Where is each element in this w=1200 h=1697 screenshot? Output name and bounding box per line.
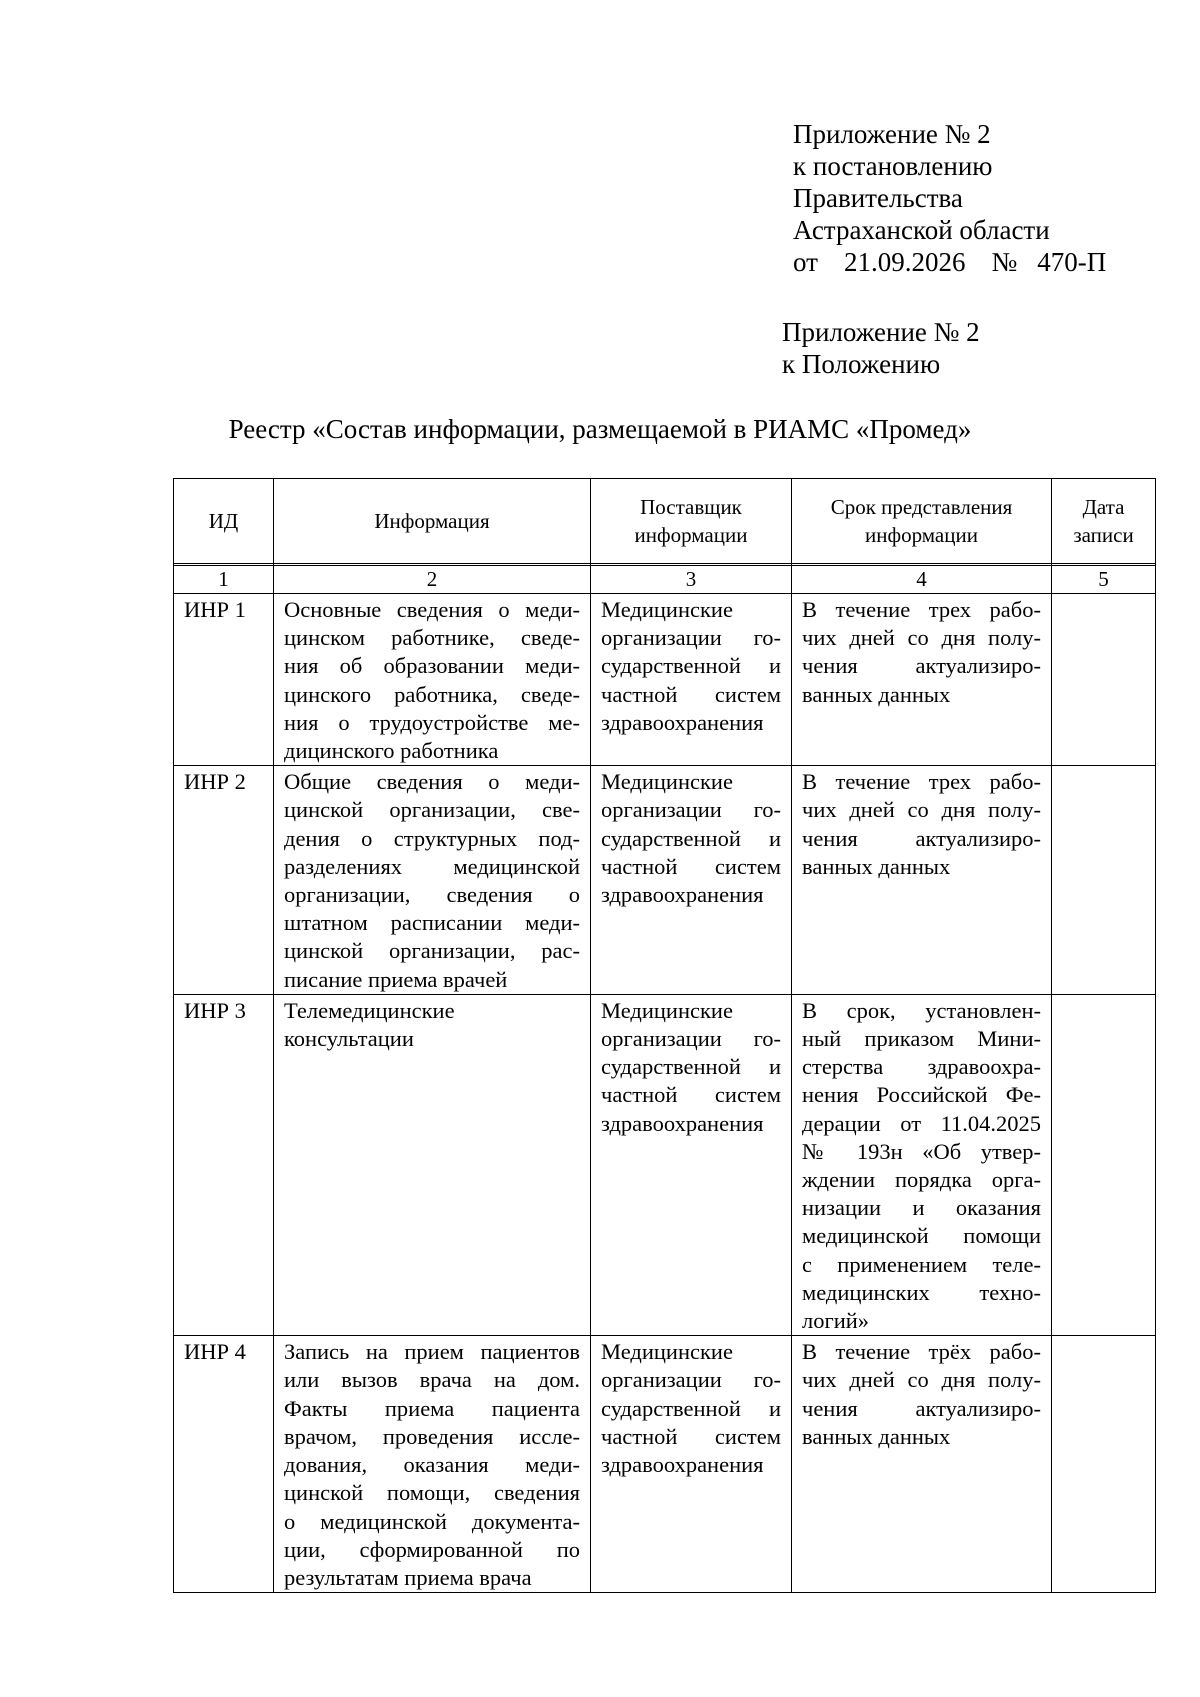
column-number: 4 xyxy=(792,566,1052,594)
decree-date: 21.09.2026 xyxy=(843,247,966,277)
row-deadline-line: дерации от 11.04.2025 xyxy=(802,1110,1041,1136)
row-deadline-line: низации и оказания xyxy=(802,1195,1041,1221)
row-date xyxy=(1052,1336,1156,1593)
row-supplier xyxy=(591,994,792,1335)
row-deadline-line: медицинских техно- xyxy=(802,1279,1041,1305)
column-number: 1 xyxy=(174,566,274,594)
row-info-line: врачом, проведения иссле- xyxy=(284,1423,580,1449)
row-info-line: Основные сведения о меди- xyxy=(284,597,580,622)
row-info-line: о медицинской документа- xyxy=(284,1508,580,1534)
document-title: Реестр «Состав информации, размещаемой в РИАМС «Промед» xyxy=(228,414,972,444)
row-id: ИНР 2 xyxy=(174,766,274,995)
attachment-sub-line1: Приложение № 2 xyxy=(782,317,980,347)
row-supplier-line: частной систем xyxy=(601,1423,781,1449)
from-label: от xyxy=(793,247,818,277)
row-info-line: Общие сведения о меди- xyxy=(284,769,580,795)
column-number: 3 xyxy=(591,566,792,594)
row-info-line: ния об образовании меди- xyxy=(284,653,580,679)
row-info xyxy=(274,594,591,766)
header-info: Информация xyxy=(274,479,591,564)
attachment-header-line1: Приложение № 2 xyxy=(793,119,991,149)
table-row xyxy=(174,1336,1156,1593)
row-info-line: Запись на прием пациентов xyxy=(284,1339,580,1365)
row-deadline xyxy=(792,594,1052,766)
row-deadline-line: чих дней со дня полу- xyxy=(802,797,1041,823)
decree-number: 470-П xyxy=(1037,247,1107,277)
row-info-line: Факты приема пациента xyxy=(284,1395,580,1421)
row-deadline-line: чих дней со дня полу- xyxy=(802,1367,1041,1393)
row-deadline-line: ждении порядка орга- xyxy=(802,1167,1041,1193)
row-deadline-line: чения актуализиро- xyxy=(802,1395,1041,1421)
table-row xyxy=(174,594,1156,766)
row-deadline-line: ванных данных xyxy=(802,853,951,879)
row-deadline xyxy=(792,994,1052,1335)
table-header-row xyxy=(174,479,1156,564)
row-supplier-line: здравоохранения xyxy=(601,1110,764,1136)
row-date xyxy=(1052,994,1156,1335)
column-number: 2 xyxy=(274,566,591,594)
attachment-sub-header xyxy=(782,316,980,380)
row-supplier-line: организации го- xyxy=(601,625,781,651)
row-info-line: цинской организации, рас- xyxy=(284,938,580,964)
row-supplier-line: частной систем xyxy=(601,853,781,879)
row-deadline-line: В течение трех рабо- xyxy=(802,769,1041,795)
row-supplier-line: здравоохранения xyxy=(601,709,764,735)
row-supplier-line: организации го- xyxy=(601,1367,781,1393)
row-info xyxy=(274,994,591,1335)
row-supplier-line: Медицинские xyxy=(601,597,733,622)
row-supplier-line: Медицинские xyxy=(601,1339,733,1365)
row-info-line: цинской помощи, сведения xyxy=(284,1480,580,1506)
row-id: ИНР 1 xyxy=(174,594,274,766)
number-label: № xyxy=(991,247,1018,277)
attachment-header-date-line xyxy=(793,246,1106,278)
row-deadline-line: В течение трех рабо- xyxy=(802,597,1041,622)
row-supplier xyxy=(591,766,792,995)
row-info-line: штатном расписании меди- xyxy=(284,910,580,936)
table-body xyxy=(174,594,1156,1593)
row-supplier-line: сударственной и xyxy=(601,825,781,851)
row-supplier-line: здравоохранения xyxy=(601,1452,764,1478)
header-deadline: Срок представления информации xyxy=(792,479,1052,564)
row-info-line: Телемедицинские xyxy=(284,997,455,1023)
row-deadline-line: с применением теле- xyxy=(802,1251,1041,1277)
table-row xyxy=(174,994,1156,1335)
row-supplier-line: частной систем xyxy=(601,1082,781,1108)
row-deadline-line: № 193н «Об утвер- xyxy=(802,1138,1041,1164)
column-number-row xyxy=(174,566,1156,594)
row-deadline-line: логий» xyxy=(802,1308,870,1334)
header-id: ИД xyxy=(174,479,274,564)
row-deadline-line: чения актуализиро- xyxy=(802,653,1041,679)
attachment-header-line4: Астраханской области xyxy=(793,215,1050,245)
row-supplier-line: Медицинские xyxy=(601,997,733,1023)
row-supplier-line: сударственной и xyxy=(601,1395,781,1421)
row-info-line: писание приема врачей xyxy=(284,966,508,992)
row-info-line: результатам приема врача xyxy=(284,1564,532,1590)
row-supplier-line: организации го- xyxy=(601,797,781,823)
row-supplier-line: сударственной и xyxy=(601,1054,781,1080)
row-deadline-line: медицинской помощи xyxy=(802,1223,1041,1249)
row-info xyxy=(274,766,591,995)
row-deadline-line: чих дней со дня полу- xyxy=(802,625,1041,651)
row-date xyxy=(1052,594,1156,766)
row-deadline xyxy=(792,1336,1052,1593)
row-deadline-line: стерства здравоохра- xyxy=(802,1054,1041,1080)
row-supplier xyxy=(591,1336,792,1593)
attachment-header-line2: к постановлению xyxy=(793,151,993,181)
row-deadline-line: ный приказом Мини- xyxy=(802,1026,1041,1052)
row-supplier-line: здравоохранения xyxy=(601,882,764,908)
row-supplier xyxy=(591,594,792,766)
row-supplier-line: организации го- xyxy=(601,1026,781,1052)
header-supplier: Поставщик информации xyxy=(591,479,792,564)
row-info-line: или вызов врача на дом. xyxy=(284,1367,580,1393)
row-deadline-line: ванных данных xyxy=(802,681,951,707)
row-info xyxy=(274,1336,591,1593)
row-info-line: организации, сведения о xyxy=(284,882,580,908)
row-supplier-line: Медицинские xyxy=(601,769,733,795)
row-deadline-line: ванных данных xyxy=(802,1423,951,1449)
row-info-line: дения о структурных под- xyxy=(284,825,580,851)
row-info-line: разделениях медицинской xyxy=(284,853,580,879)
registry-table xyxy=(173,478,1156,1593)
row-id: ИНР 4 xyxy=(174,1336,274,1593)
row-info-line: консультации xyxy=(284,1026,414,1052)
row-info-line: дования, оказания меди- xyxy=(284,1452,580,1478)
row-id: ИНР 3 xyxy=(174,994,274,1335)
row-info-line: ции, сформированной по xyxy=(284,1536,580,1562)
row-supplier-line: частной систем xyxy=(601,681,781,707)
row-deadline-line: нения Российской Фе- xyxy=(802,1082,1041,1108)
attachment-sub-line2: к Положению xyxy=(782,349,941,379)
row-date xyxy=(1052,766,1156,995)
row-supplier-line: сударственной и xyxy=(601,653,781,679)
table-row xyxy=(174,766,1156,995)
row-deadline xyxy=(792,766,1052,995)
row-deadline-line: В течение трёх рабо- xyxy=(802,1339,1041,1365)
row-info-line: дицинского работника xyxy=(284,738,499,764)
row-info-line: цинской организации, све- xyxy=(284,797,580,823)
row-info-line: цинского работника, сведе- xyxy=(284,681,580,707)
attachment-header-line3: Правительства xyxy=(793,183,963,213)
column-number: 5 xyxy=(1052,566,1156,594)
row-deadline-line: В срок, установлен- xyxy=(802,997,1041,1023)
attachment-header xyxy=(793,118,1106,278)
row-info-line: ния о трудоустройстве ме- xyxy=(284,709,580,735)
row-deadline-line: чения актуализиро- xyxy=(802,825,1041,851)
row-info-line: цинском работнике, сведе- xyxy=(284,625,580,651)
header-date: Дата записи xyxy=(1052,479,1156,564)
